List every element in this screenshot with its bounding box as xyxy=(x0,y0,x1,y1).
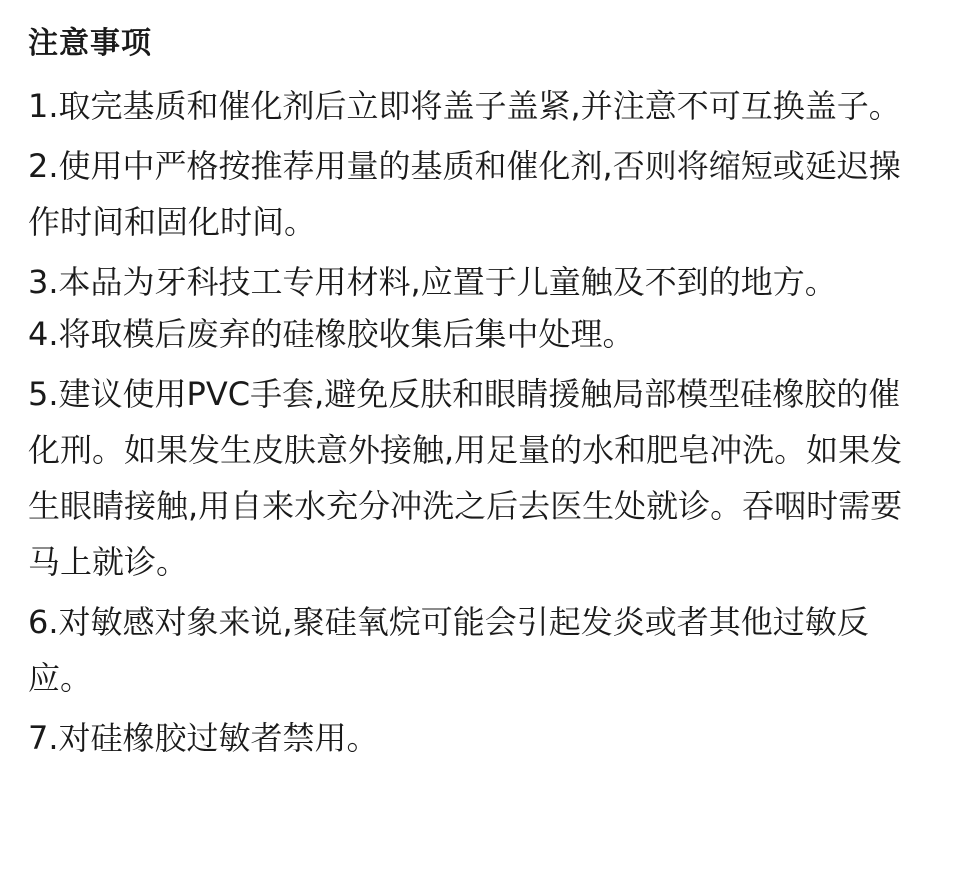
notice-item-3: 3.本品为牙科技工专用材料,应置于儿童触及不到的地方。 xyxy=(28,263,837,301)
notice-item-1: 1.取完基质和催化剂后立即将盖子盖紧,并注意不可互换盖子。 xyxy=(28,87,901,125)
notice-section xyxy=(28,22,932,770)
notice-list xyxy=(28,78,932,766)
notice-item-7: 7.对硅橡胶过敏者禁用。 xyxy=(28,719,379,757)
notice-title: 注意事项 xyxy=(28,26,152,61)
notice-item-4: 4.将取模后废弃的硅橡胶收集后集中处理。 xyxy=(28,315,635,353)
notice-item-2: 2.使用中严格按推荐用量的基质和催化剂,否则将缩短或延迟操作时间和固化时间。 xyxy=(28,147,901,241)
notice-item-5: 5.建议使用PVC手套,避免反肤和眼睛援触局部模型硅橡胶的催化刑。如果发生皮肤意外接触,用足量的水和肥皂冲洗。如果发生眼睛接触,用自来水充分冲洗之后去医生处就诊。吞咽时需要马上就诊。 xyxy=(28,375,903,581)
notice-item-6: 6.对敏感对象来说,聚硅氧烷可能会引起发炎或者其他过敏反应。 xyxy=(28,603,869,697)
